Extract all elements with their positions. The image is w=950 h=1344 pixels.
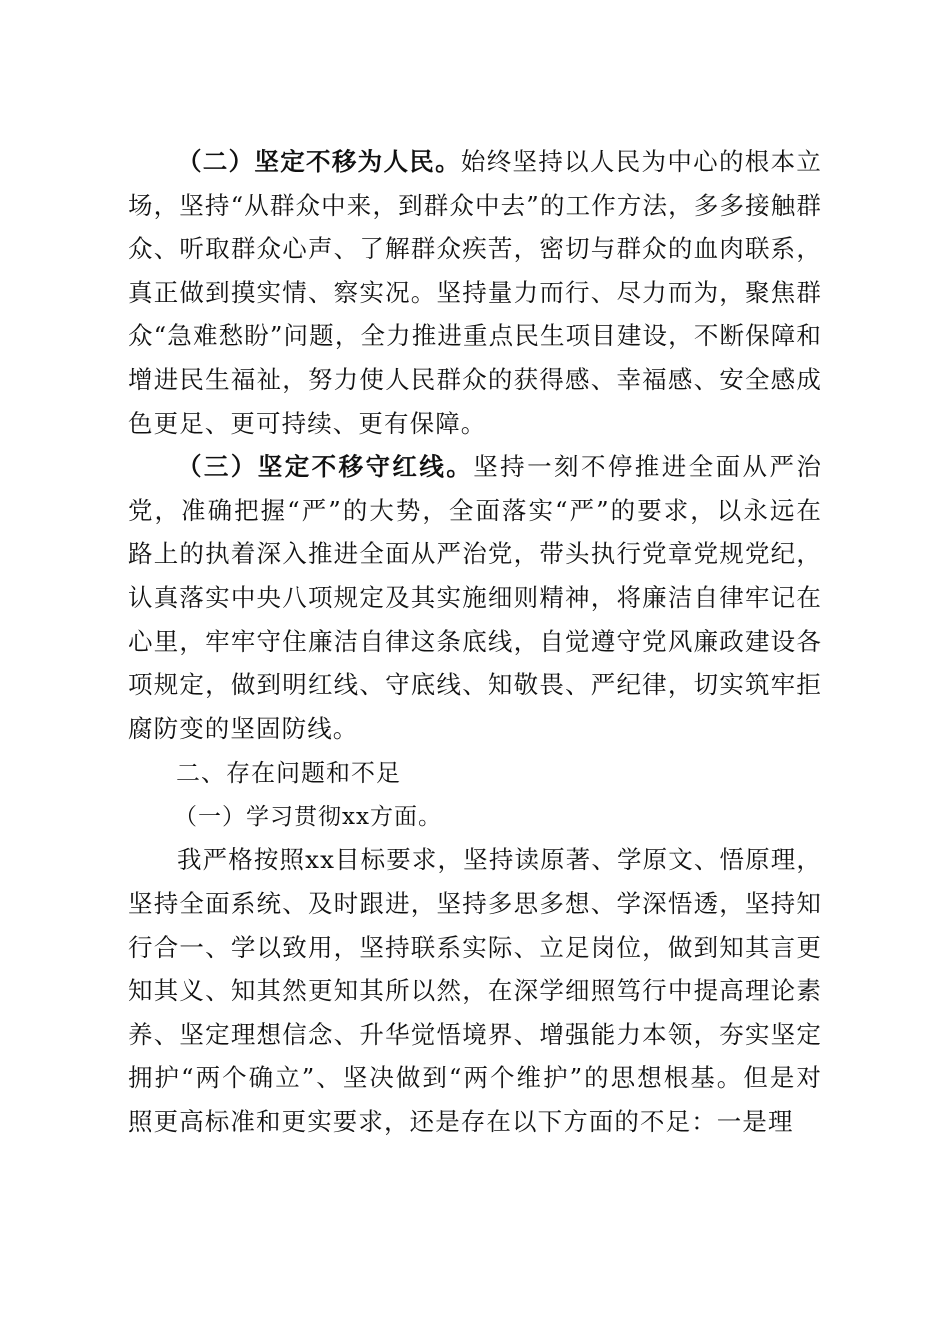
section-2-lead: （二）坚定不移为人民。	[177, 147, 461, 176]
section-3-lead: （三）坚定不移守红线。	[177, 452, 474, 482]
paragraph-part-two-body: 我严格按照xx目标要求，坚持读原著、学原文、悟原理，坚持全面系统、及时跟进，坚持多思多想、学深悟透，坚持知行合一、学以致用，坚持联系实际、立足岗位，做到知其言更知其义、知其然更知其所以然，在深学细照笃行中提高理论素养、坚定理想信念、升华觉悟境界、增强能力本领，夯实坚定拥护“两个确立”、坚决做到“两个维护”的思想根基。但是对照更高标准和更实要求，还是存在以下方面的不足：一是理	[128, 845, 822, 1136]
paragraph-section-3	[128, 445, 822, 750]
paragraph-section-2	[128, 140, 822, 445]
part-two-heading: 二、存在问题和不足	[176, 759, 401, 788]
section-3-body: 坚持一刻不停推进全面从严治党，准确把握“严”的大势，全面落实“严”的要求，以永远在路上的执着深入推进全面从严治党，带头执行党章党规党纪，认真落实中央八项规定及其实施细则精神，将廉洁自律牢记在心里，牢牢守住廉洁自律这条底线，自觉遵守党风廉政建设各项规定，做到明红线、守底线、知敬畏、严纪律，切实筑牢拒腐防变的坚固防线。	[128, 452, 822, 743]
section-2-body: 始终坚持以人民为中心的根本立场，坚持“从群众中来，到群众中去”的工作方法，多多接触群众、听取群众心声、了解群众疾苦，密切与群众的血肉联系，真正做到摸实情、察实况。坚持量力而行、尽力而为，聚焦群众“急难愁盼”问题，全力推进重点民生项目建设，不断保障和增进民生福祉，努力使人民群众的获得感、幸福感、安全感成色更足、更可持续、更有保障。	[128, 147, 822, 438]
part-two-subheading: （一）学习贯彻xx方面。	[174, 804, 442, 831]
